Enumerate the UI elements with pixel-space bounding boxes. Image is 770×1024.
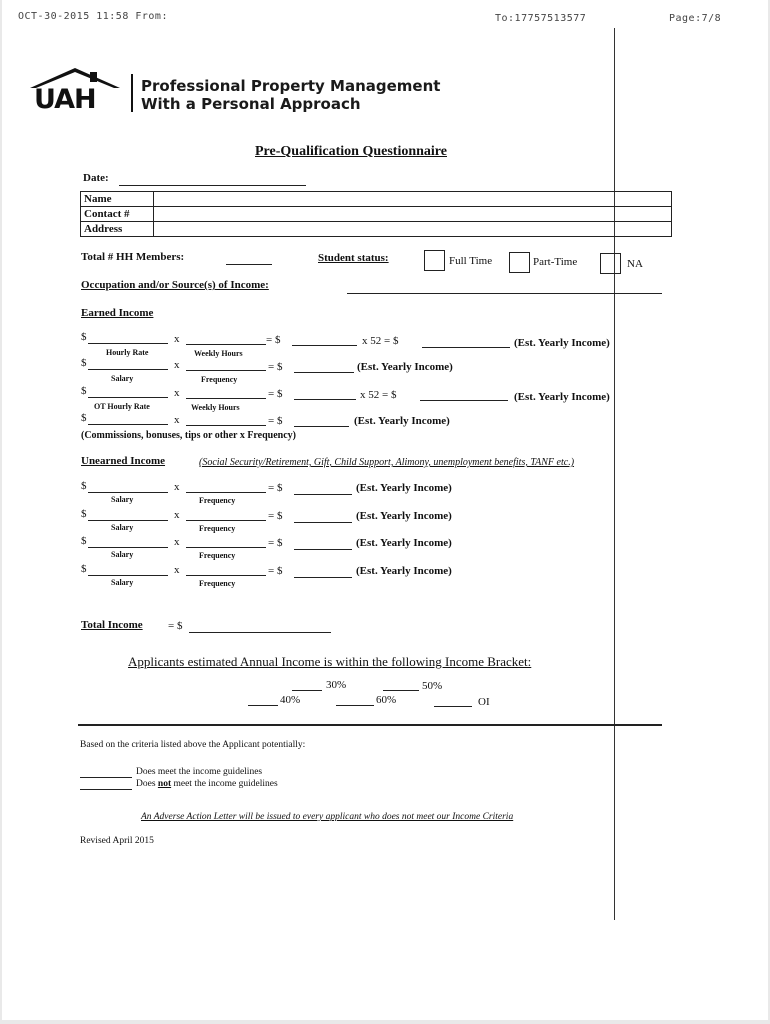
not-meets-guidelines-label: Does not meet the income guidelines: [136, 779, 278, 789]
tagline-line-2: With a Personal Approach: [141, 95, 361, 113]
unearned-frequency-2[interactable]: [186, 520, 266, 521]
bracket-oi-label: OI: [478, 696, 490, 708]
meets-guidelines-field[interactable]: [80, 777, 132, 778]
unearned-yearly-3[interactable]: [294, 549, 352, 550]
logo-text: UAH: [34, 84, 96, 115]
meets-guidelines-label: Does meet the income guidelines: [136, 767, 263, 777]
hh-members-label: Total # HH Members:: [81, 251, 185, 263]
frequency-field[interactable]: [186, 370, 266, 371]
document-page: OCT-30-2015 11:58 From: To:17757513577 Page:7/8 UAH Professional Property Management With a Personal Approach Pre-Qualification Questionnaire Date: Name Contact # Address Total # HH Members: Student status: Full Time Part-Time NA Occupation and/or Source(s) of Income: Earned Income $ x = $ x 52 = $ (Est. Yearly Income) Hourly Rate Weekly Hours $ x = $ (Est. Yearly Income) Salary Frequency $ x = $ x 52 = $ (Est. Yearly Income) OT Hourly Rate Weekly Hours $ x = $ (Est. Yearly Income) (Commissions, bonuses, tips or other x Frequency) Unearned Income (Social Security/Retirement, Gift, Child Support, Alimony, unemployment benefits, TANF etc.) $ x = $ (Est. Yearly Income) Salary Frequency $ x = $ (Est. Yearly Income) Salary Frequency $ x = $ (Est. Yearly Income) Salary Frequency $ x = $ (Est. Yearly Income) Salary Frequency Total Income = $ Applicants estimated Annual Income is within the following Income Bracket: 30% 50% 40% 60% OI Based on the criteria listed above the Applicant potentially: Does meet the income guidelines Does not meet the income guidelines An Adverse Action Letter will be issued to every applicant who does not meet our Income Criteria Revised April 2015: [2, 0, 768, 1020]
yearly-income-field-4[interactable]: [294, 426, 349, 427]
unearned-frequency-1[interactable]: [186, 492, 266, 493]
bracket-30-field[interactable]: [292, 690, 322, 691]
fax-header-date: OCT-30-2015 11:58 From:: [18, 11, 168, 22]
ot-rate-field[interactable]: [88, 397, 168, 398]
unearned-amount-2[interactable]: [88, 520, 168, 521]
hourly-rate-field[interactable]: [88, 343, 168, 344]
other-frequency-field[interactable]: [186, 425, 266, 426]
part-time-checkbox[interactable]: [509, 252, 530, 273]
unearned-income-heading: Unearned Income: [81, 455, 166, 467]
occupation-label: Occupation and/or Source(s) of Income:: [81, 279, 269, 291]
section-divider: [78, 724, 662, 726]
yearly-income-field-2[interactable]: [294, 372, 354, 373]
part-time-label: Part-Time: [533, 256, 578, 268]
fax-scan-line: [614, 28, 615, 920]
info-row-name[interactable]: Name: [81, 192, 672, 207]
info-row-contact[interactable]: Contact #: [81, 207, 672, 222]
full-time-label: Full Time: [449, 255, 493, 267]
student-status-label: Student status:: [318, 252, 389, 264]
tagline-line-1: Professional Property Management: [141, 77, 441, 95]
na-checkbox[interactable]: [600, 253, 621, 274]
other-amount-field[interactable]: [88, 424, 168, 425]
date-label: Date:: [83, 172, 109, 184]
weekly-income-field[interactable]: [292, 345, 357, 346]
ot-weekly-field[interactable]: [294, 399, 356, 400]
fax-header-page: Page:7/8: [669, 13, 722, 24]
revised-date: Revised April 2015: [80, 836, 154, 846]
unearned-amount-1[interactable]: [88, 492, 168, 493]
weekly-hours-field[interactable]: [186, 344, 266, 345]
bracket-40-field[interactable]: [248, 705, 278, 706]
page-title: Pre-Qualification Questionnaire: [255, 144, 447, 159]
total-income-label: Total Income: [81, 619, 143, 631]
total-income-field[interactable]: [189, 632, 331, 633]
logo-divider: [131, 74, 133, 112]
bracket-50-field[interactable]: [383, 690, 419, 691]
applicant-info-table: [80, 191, 672, 237]
yearly-income-field-1[interactable]: [422, 347, 510, 348]
unearned-amount-3[interactable]: [88, 547, 168, 548]
not-meets-guidelines-field[interactable]: [80, 789, 132, 790]
bracket-60-field[interactable]: [336, 705, 374, 706]
info-row-address[interactable]: Address: [81, 222, 672, 237]
commissions-note: (Commissions, bonuses, tips or other x Frequency): [81, 430, 297, 441]
bracket-60-label: 60%: [376, 694, 397, 706]
earned-income-heading: Earned Income: [81, 307, 154, 319]
criteria-text: Based on the criteria listed above the Applicant potentially:: [80, 740, 306, 750]
unearned-yearly-1[interactable]: [294, 494, 352, 495]
yearly-income-field-3[interactable]: [420, 400, 508, 401]
occupation-field[interactable]: [347, 293, 662, 294]
salary-field[interactable]: [88, 369, 168, 370]
unearned-amount-4[interactable]: [88, 575, 168, 576]
unearned-frequency-4[interactable]: [186, 575, 266, 576]
ot-hours-field[interactable]: [186, 398, 266, 399]
unearned-yearly-4[interactable]: [294, 577, 352, 578]
unearned-frequency-3[interactable]: [186, 547, 266, 548]
unearned-income-examples: (Social Security/Retirement, Gift, Child Support, Alimony, unemployment benefits, TANF etc.): [199, 457, 575, 468]
bracket-instructions: Applicants estimated Annual Income is within the following Income Bracket:: [128, 654, 532, 669]
company-logo: [28, 66, 122, 118]
na-label: NA: [627, 258, 643, 270]
fax-header-to: To:17757513577: [495, 13, 587, 24]
hh-members-field[interactable]: [226, 264, 272, 265]
unearned-yearly-2[interactable]: [294, 522, 352, 523]
date-field[interactable]: [119, 185, 306, 186]
bracket-oi-field[interactable]: [434, 706, 472, 707]
bracket-30-label: 30%: [326, 679, 347, 691]
full-time-checkbox[interactable]: [424, 250, 445, 271]
bracket-40-label: 40%: [280, 694, 301, 706]
bracket-50-label: 50%: [422, 680, 443, 692]
adverse-action-note: An Adverse Action Letter will be issued to every applicant who does not meet our Income Criteria: [141, 812, 514, 822]
